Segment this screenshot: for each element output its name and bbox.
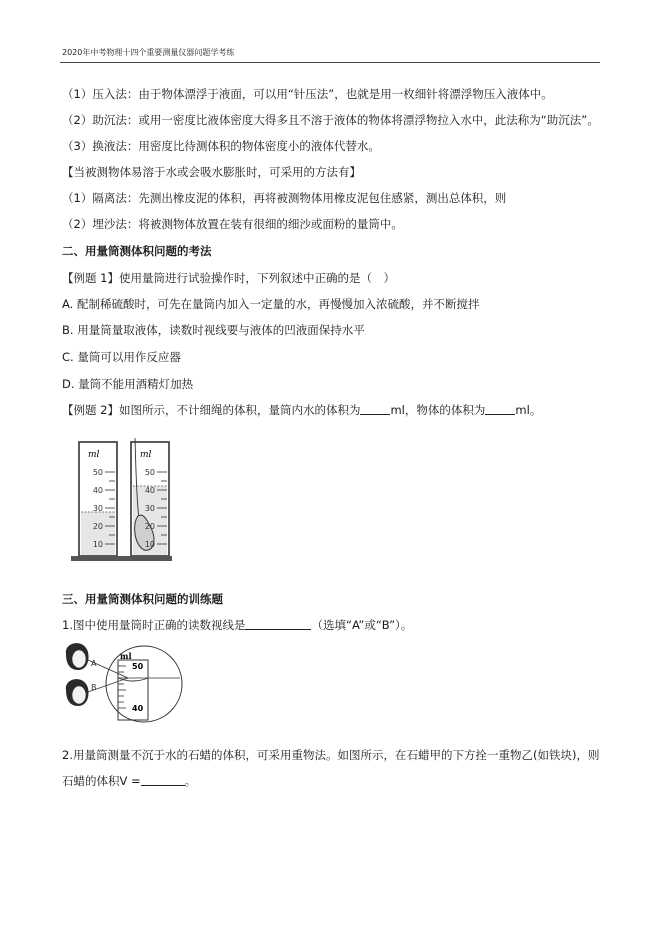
example-2-question: [62, 402, 541, 418]
left-tick-20: 20: [92, 522, 103, 531]
section-2-heading: 二、用量筒测体积问题的考法: [62, 244, 212, 258]
example-1-option-a: A. 配制稀硫酸时，可先在量筒内加入一定量的水，再慢慢加入浓硫酸，并不断搅拌: [62, 297, 480, 311]
method-sand-line: （2）埋沙法：将被测物体放置在装有很细的细沙或面粉的量筒中。: [62, 217, 403, 231]
sightline-figure: [60, 640, 186, 728]
lower-head: [66, 679, 89, 706]
example-1-option-d: D. 量筒不能用酒精灯加热: [62, 377, 194, 391]
example-1-question: 【例题 1】使用量筒进行试验操作时，下列叙述中正确的是（ ）: [62, 271, 395, 285]
right-cylinder: [123, 438, 172, 561]
left-tick-30: 30: [92, 504, 103, 513]
method-press-line: （1）压入法：由于物体漂浮于液面，可以用“针压法”，也就是用一枚细针将漂浮物压入液体中。: [62, 87, 553, 101]
training-question-2-line-2: [62, 773, 196, 789]
answer-blank-object[interactable]: [485, 403, 515, 415]
method-sink-line: （2）助沉法：或用一密度比液体密度大得多且不溶于液体的物体将漂浮物拉入水中，此法称为“助沉法”。: [62, 113, 599, 127]
example-2-text-b: ml，物体的体积为: [390, 403, 486, 417]
training-question-1: [62, 617, 412, 633]
left-tick-40: 40: [92, 486, 103, 495]
right-tick-30: 30: [144, 504, 155, 513]
example-2-text-c: ml。: [515, 403, 542, 417]
header-divider: [60, 62, 600, 63]
page-header: 2020年中考物理十四个重要测量仪器问题学考练: [62, 48, 235, 57]
method-isolate-line: （1）隔离法：先测出橡皮泥的体积，再将被测物体用橡皮泥包住感紧，测出总体积，则: [62, 191, 507, 205]
right-tick-50: 50: [144, 468, 155, 477]
upper-head: [66, 643, 89, 670]
question-2-text-a: 石蜡的体积V =: [62, 774, 141, 788]
question-1-text-b: （选填“A”或“B”）。: [311, 618, 413, 632]
cylinder-figure: [66, 436, 172, 568]
magnifier-tick-50: 50: [132, 662, 144, 671]
left-cylinder-unit: ml: [88, 450, 100, 460]
answer-blank-water[interactable]: [360, 403, 390, 415]
right-cylinder-unit: ml: [140, 450, 152, 460]
question-1-text-a: 1.图中使用量筒时正确的读数视线是: [62, 618, 246, 632]
magnifier-circle: [106, 646, 182, 722]
magnifier-tick-40: 40: [132, 704, 144, 713]
right-tick-10: 10: [144, 540, 155, 549]
method-swap-line: （3）换液法：用密度比待测体积的物体密度小的液体代替水。: [62, 139, 380, 153]
example-1-option-c: C. 量筒可以用作反应器: [62, 350, 181, 364]
label-a: A: [91, 659, 97, 668]
example-1-option-b: B. 用量筒量取液体，读数时视线要与液体的凹液面保持水平: [62, 323, 365, 337]
section-3-heading: 三、用量筒测体积问题的训练题: [62, 592, 223, 606]
label-b: B: [91, 683, 97, 692]
left-cylinder: [71, 442, 125, 561]
answer-blank-sightline[interactable]: [245, 618, 311, 630]
answer-blank-volume[interactable]: [141, 774, 185, 786]
right-tick-40: 40: [144, 486, 155, 495]
training-question-2-line-1: 2.用量筒测量不沉于水的石蜡的体积，可采用重物法。如图所示，在石蜡甲的下方拴一重物乙(如铁块)，则: [62, 748, 600, 762]
question-2-text-b: 。: [184, 774, 197, 788]
magnifier-unit: ml: [120, 651, 132, 661]
right-tick-20: 20: [144, 522, 155, 531]
left-tick-50: 50: [92, 468, 103, 477]
left-tick-10: 10: [92, 540, 103, 549]
soluble-methods-heading: 【当被测物体易溶于水或会吸水膨胀时，可采用的方法有】: [62, 165, 361, 179]
example-2-text-a: 【例题 2】如图所示，不计细绳的体积，量筒内水的体积为: [62, 403, 361, 417]
